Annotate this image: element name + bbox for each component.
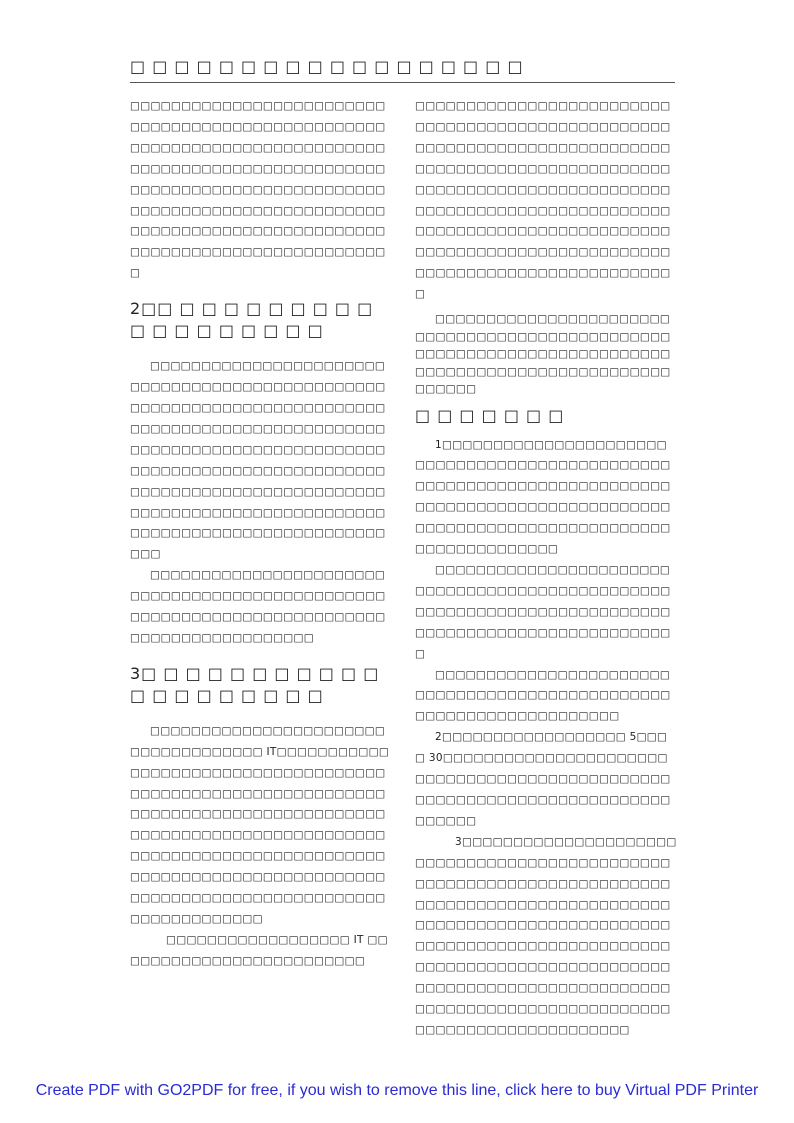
section-heading: □ □ □ □ □ □ □ (415, 405, 565, 425)
paragraph: □□□□□□□□□□□□□□□□□□□□□□□□□□□□□□□□□□□□□□□□□□□□□□□□□□□□□□□□□□□□□□□□□□□□□□□□□□□□□□□□□□□□□□□□□□□□□□□□□□□□□□□□□□□□□□□□□□□□□□□□□□□□□□□□□□□□□□□□□□□□□□□□□□□□□□□□□□□□□□□□□□□□□□□□□□□□□□□□□□□□□□□□□□□□□□□□□□□□□□□□□□□□□□□□□□□□□□□□□□□□□□□□□□ (415, 100, 671, 301)
paragraph: □□□□□□□□□□□□□□□□□□□□□□□□□□□□□□□□□□□□□□□□□□□□□□□□□□□□□□□□□□□□□□□□□□□□□□□□□□□□□□□□□□□□□□□□□□□□□□□□□□□ (415, 564, 671, 660)
paragraph: 3□□□□□□□□□□□□□□□□□□□□□□□□□□□□□□□□□□□□□□□□□□□□□□□□□□□□□□□□□□□□□□□□□□□□□□□□□□□□□□□□□□□□□□□□□□□□□□□□□□□□□□□□□□□□□□□□□□□□□□□□□□□□□□□□□□□□□□□□□□□□□□□□□□□□□□□□□□□□□□□□□□□□□□□□□□□□□□□□□□□□□□□□□□□□□□□□□□□□□□□□□□□□□□□□□□□□□□□□□□□□□□□□□□□□□□□□□□□□□□□□□□ (415, 835, 677, 1036)
go2pdf-footer-link[interactable]: Create PDF with GO2PDF for free, if you wish to remove this line, click here to buy Virtual PDF Printer (35, 1082, 759, 1099)
paragraph: □□□□□□□□□□□□□□□□□□□□□□□□□□□□□□□□□□□□ IT□□□□□□□□□□□□□□□□□□□□□□□□□□□□□□□□□□□□□□□□□□□□□□□□□□□□□□□□□□□□□□□□□□□□□□□□□□□□□□□□□□□□□□□□□□□□□□□□□□□□□□□□□□□□□□□□□□□□□□□□□□□□□□□□□□□□□□□□□□□□□□□□□□□□□□□□□□□□□□□□□□□□□□□□□□□□□□□□□□□□□□□□□□□□□□□□□□□□□□□ (130, 724, 390, 925)
paragraph: □□□□□□□□□□□□□□□□□□□□□□□□□□□□□□□□□□□□□□□□□□□□□□□□□□□□□□□□□□□□□□□□□□□□□□□□□□□□□□□□□□□□□□□□□□□ (130, 569, 386, 644)
paragraph: 2□□□□□□□□□□□□□□□□□□ 5□□□□ 30□□□□□□□□□□□□□□□□□□□□□□□□□□□□□□□□□□□□□□□□□□□□□□□□□□□□□□□□□□□□□□□□□□□□□□□□□□□□□□ (415, 731, 671, 827)
paragraph: □□□□□□□□□□□□□□□□□□□□□□□□□□□□□□□□□□□□□□□□□□□□□□□□□□□□□□□□□□□□□□□□□□□□ (415, 668, 671, 723)
page-title: □ □ □ □ □ □ □ □ □ □ □ □ □ □ □ □ □ □ (130, 57, 524, 76)
right-column (415, 96, 677, 1041)
section-heading: 2□□ □ □ □ □ □ □ □ □ □ □ □ □ □ □ □ □ □ □ (130, 299, 374, 341)
paragraph: □□□□□□□□□□□□□□□□□□□□□□□□□□□□□□□□□□□□□□□□□□□□□□□□□□□□□□□□□□□□□□□□□□□□□□□□□□□□□□□□□□□□□□□□□□□□□□□□□□□□□□□□□□□□□□□□□□□□□□□□□□□□□□□□□□□□□□□□□□□□□□□□□□□□□□□□□□□□□□□□□□□□□□□□□□□□□□□□□□□□□□□□□□□□□□□□□□□□□□□□□□□□□□□□□□□□□□□□□□□□□□□□□□ (130, 360, 386, 561)
page-header (130, 56, 675, 83)
paragraph: □□□□□□□□□□□□□□□□□□□□□□□□□□□□□□□□□□□□□□□□□□□□□□□□□□□□□□□□□□□□□□□□□□□□□□□□□□□□□□□□□□□□□□□□□□□□□□□□□□□□□□□□ (415, 313, 671, 396)
left-column (130, 96, 392, 972)
section-heading: 3□ □ □ □ □ □ □ □ □ □ □ □ □ □ □ □ □ □ □ □ (130, 663, 380, 705)
paragraph: □□□□□□□□□□□□□□□□□□ IT □□□□□□□□□□□□□□□□□□□□□□□□□ (130, 933, 388, 967)
paragraph: □□□□□□□□□□□□□□□□□□□□□□□□□□□□□□□□□□□□□□□□□□□□□□□□□□□□□□□□□□□□□□□□□□□□□□□□□□□□□□□□□□□□□□□□□□□□□□□□□□□□□□□□□□□□□□□□□□□□□□□□□□□□□□□□□□□□□□□□□□□□□□□□□□□□□□□□□□□□□□□□□□□□□□□□□□□□□□□□□□□□□□□□□□□□□□□□□□□□□□□□□ (130, 100, 386, 280)
paragraph: 1□□□□□□□□□□□□□□□□□□□□□□□□□□□□□□□□□□□□□□□□□□□□□□□□□□□□□□□□□□□□□□□□□□□□□□□□□□□□□□□□□□□□□□□□□□□□□□□□□□□□□□□□□□□□□□□□□□□□□□□□□□□□□□□□□□□□□□□□ (415, 438, 671, 556)
